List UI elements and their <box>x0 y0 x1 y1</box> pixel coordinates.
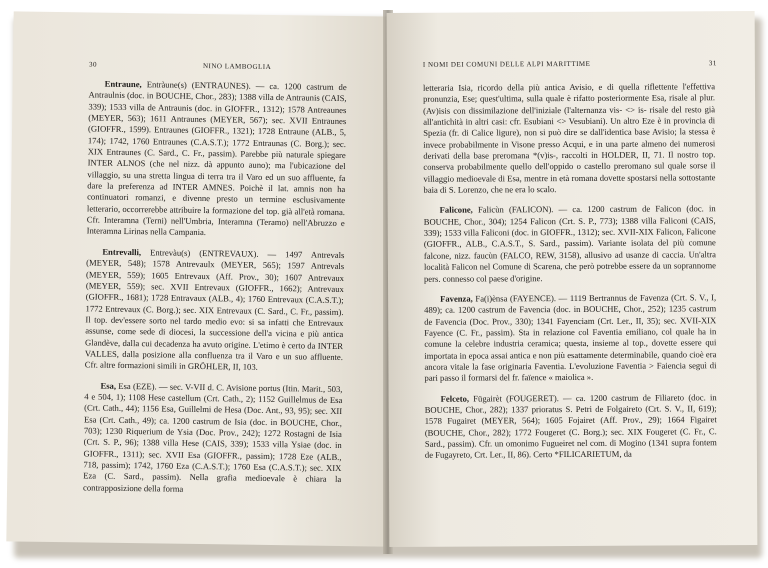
entry-headword: Favenza, <box>440 293 473 304</box>
right-running-head: I NOMI DEI COMUNI DELLE ALPI MARITTIME <box>422 59 591 69</box>
entry-entrevalli <box>85 246 345 374</box>
entry-esa <box>83 380 343 497</box>
entry-text: Entràune(s) (ENTRAUNES). — ca. 1200 castrum de Antraulnis (doc. in BOUCHE, Chor., 283); 1388 villa de Antraunis (CAIS, 339); 1533 villa de Antraunis (doc. in GIOFFR., 1312); 1578 Antreaunes (MEYER, 563); 1611 Antraunes (MEYER, 567); sec. XVII Entraunes (GIOFFR., 1599). Entraunes (GIOFFR., 1321); 1728 Entraune (ALB., 5, 174); 1742, 1760 Entraunes (C.A.S.T.); 1772 Entraunas (C. Borg.); sec. XIX Entraunes (C. Sard., C. Fr., passim). Parebbe più naturale spiegare INTER ALNOS (che nel nizz. dà appunto auno); ma l'ubicazione del villaggio, su una stretta lingua di terra tra il Varo ed un suo affluente, fa dare la preferenza ad INTER AMNES. Poichè il lat. amnis non ha continuatori romanzi, e divenne presto un termine esclusivamente letterario, occorrerebbe attribuire la formazione del top. già all'età romana. Cfr. Interamna (Terni) nell'Umbria, Interamna (Teramo) nell'Abruzzo e Interamna Lirinas nella Campania. <box>86 79 347 238</box>
entry-headword: Entrevalli, <box>102 246 142 258</box>
right-text-column <box>423 81 717 470</box>
right-page-number: 31 <box>708 59 717 68</box>
entry-text: Falicùn (FALICON). — ca. 1200 castrum de Falicon (doc. in BOUCHE, Chor., 304); 1254 Falicon (Crt. S. P., 773); 1388 villa Faliconi (CAIS, 339); 1533 villa Faliconi (doc. in GIOFFR., 1312); sec. XVII-XIX Falicon, Falicone (GIOFFR., ALB., C.A.S.T., S. Sard., passim). Variante isolata del più comune falcone, nizz. faucùn (FALCO, REW, 3158), allusivo ad usanze di caccia. Un'altra località Falicon nel Comune di Scarena, che però potrebbe essere da un soprannome pers. connesso col paese d'origine. <box>423 203 716 284</box>
entry-text: Fa(i)ènsa (FAYENCE). — 1119 Bertrannus de Favenza (Crt. S. V., I, 489); ca. 1200 castrum de Favencia (doc. in BOUCHE, Chor., 252); 1235 castrum de Favencia (Doc. Prov., 330); 1341 Fayenciam (Crt. Ler., II, 35); sec. XVII-XIX Fayence (C. Fr., passim). Sta in relazione col Faventia emiliano, col quale ha in comune la celebre industria ceramica; questa, insieme al top., dovette essere qui importata in epoca assai antica e non più esattamente determinabile, quando cioè era ancora vitale la fase originaria Faventia. L'evoluzione Faventia > Faiencia seguì di pari passo il formarsi del fr. faïence « maiolica ». <box>424 292 717 384</box>
entry-text: Entrevàu(s) (ENTREVAUX). — 1497 Antrevals (MEYER, 548); 1578 Antrevaulx (MEYER, 565); 1597 Antrevals (MEYER, 559); 1605 Entrevaux (Aff. Prov., 30); 1607 Antrevaux (MEYER, 559); sec. XVII Entrevaux (GIOFFR., 1662); Antrevaux (GIOFFR., 1681); 1728 Entravaux (ALB., 4); 1760 Entrevaux (C.A.S.T.); 1772 Entrevaux (C. Borg.); sec. XIX Entrevaux (C. Sard., C. Fr., passim). Il top. dev'essere sorto nel tardo medio evo: si sa infatti che Entrevaux assunse, come sede di diocesi, la successione dell'a vicina e più antica Glandève, dalla cui decadenza ha avuto origine. L'etimo è certo da INTER VALLES, dalla posizione alla confluenza tra il Varo e un suo affluente. Cfr. altre formazioni simili in GRÖHLER, II, 103. <box>84 247 345 373</box>
entry-entraune <box>87 78 347 240</box>
entry-headword: Entraune, <box>104 78 142 90</box>
left-page-number: 30 <box>88 60 98 69</box>
left-text-column <box>83 78 347 506</box>
entry-falicone <box>424 204 716 285</box>
entry-favenza <box>424 292 716 384</box>
entry-headword: Esa, <box>100 380 117 391</box>
entry-headword: Felceto, <box>440 393 470 404</box>
entry-felceto <box>425 392 717 462</box>
entry-headword: Falicone, <box>439 204 473 216</box>
left-running-head: NINO LAMBOGLIA <box>202 62 272 71</box>
right-page <box>387 11 758 547</box>
entry-text: Esa (EZE). — sec. V-VII d. C. Avisione portus (Itin. Marit., 503, 4 e 504, 1); 1108 Hese castellum (Crt. Cath., 2); 1152 Guillelmus de Esa (Crt. Cath., 44); 1156 Esa, Guillelmi de Hesa (Doc. Ant., 93, 95); sec. XII Esa (Crt. Cath., 49); ca. 1200 castrum de Isia (doc. in BOUCHE, Chor., 703); 1230 Riquerium de Ysia (Doc. Prov., 242); 1272 Rostagni de Isia (Crt. S. P., 96); 1388 villa Hese (CAIS, 339); 1533 villa Ysiae (doc. in GIOFFR., 1311); sec. XVII Esa (GIOFFR., passim); 1728 Eze (ALB., 718, passim); 1742, 1760 Eza (C.A.S.T.); 1760 Esa (C.A.S.T.); sec. XIX Eza (C. Sard., passim). Nella grafia medioevale è chiara la contrapposizione della forma <box>83 380 343 494</box>
left-page <box>6 11 391 546</box>
entry-text: Fügairèt (FOUGERET). — ca. 1200 castrum de Filiareto (doc. in BOUCHE, Chor., 282); 1337 prioratus S. Petri de Folgaireto (Crt. S. V., II, 619); 1578 Fugairet (MEYER, 564); 1605 Fojairet (Aff. Prov., 29); 1664 Figairet (BOUCHE, Chor., 282); 1772 Fougeret (C. Borg.); sec. XIX Fougeret (C. Fr., C. Sard., passim). Cfr. un omonimo Fugueiret nel com. di Mogino (1341 supra fontem de Fugayreto, Crt. Ler., II, 86). Certo *FILICARIETUM, da <box>424 391 717 461</box>
entry-continuation: letteraria Isia, ricordo della più antica Avisio, e di quella riflettente l'effettiva pronunzia, Ese; quest'ultima, sulla quale è rifatto posteriormente Esa, risale al plur. (Av)isis con dissimilazione dell'iniziale (l'alternanza vis- <> is- risale del resto già all'antichità in altri casi: cfr. Esubiani <> Vesubiani). Un altro Eze è in provincia di Spezia (fr. di Calice ligure), non si può dire se dall'identica base Avisio; la stessa è invece probabilmente in Visone presso Acqui, e in una parte almeno dei numerosi derivati della base preromana *(v)is-, raccolti in HOLDER, II, 71. Il nostro top. conserva probabilmente quello dell'oppido o castello preromano sul quale sorse il villaggio medioevale di Esa, mentre in età romana dovette spostarsi nella sottostante baia di S. Lorenzo, che ne era lo scalo. <box>422 81 716 195</box>
